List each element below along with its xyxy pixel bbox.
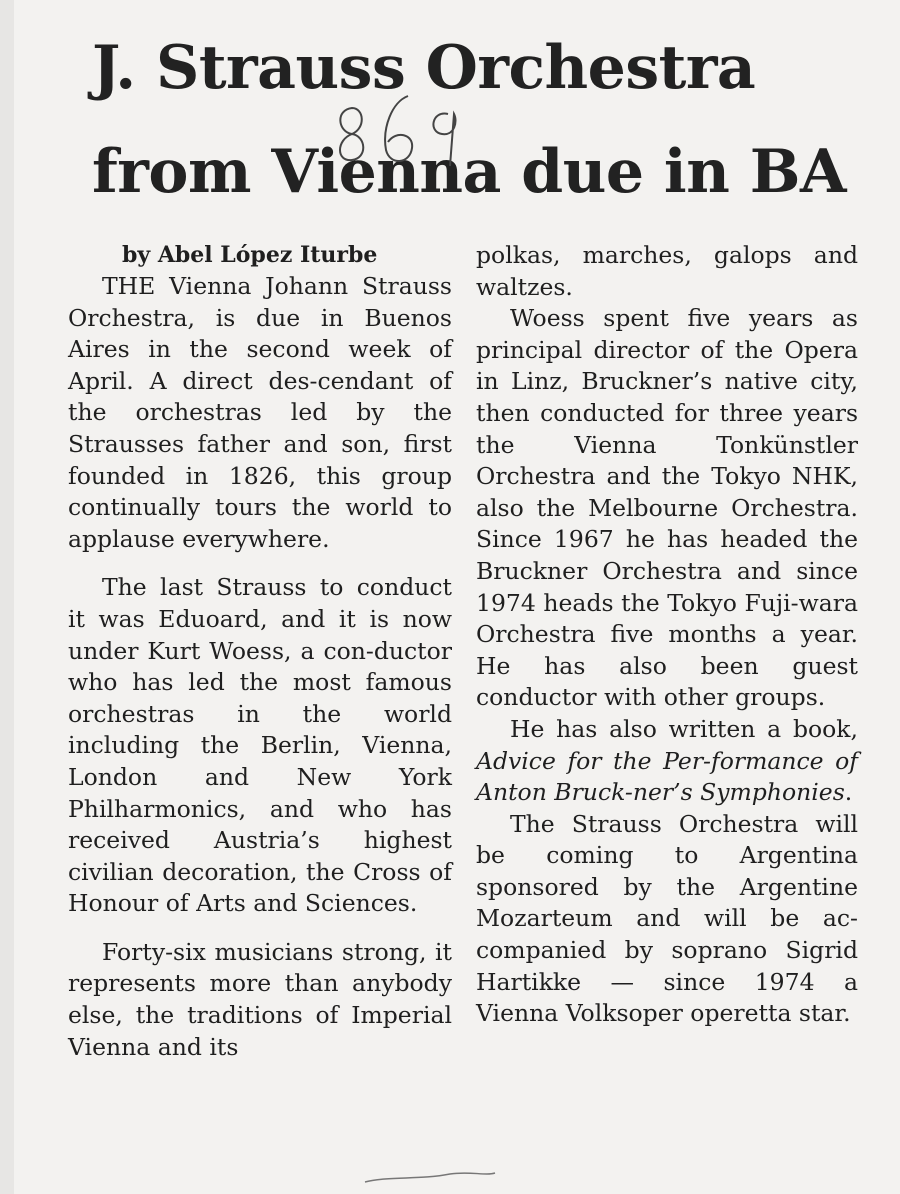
headline-line-1: J. Strauss Orchestra	[92, 33, 756, 103]
paragraph-text: .	[844, 778, 853, 807]
paragraph-book-mention	[476, 714, 858, 809]
headline-line-2: from Vienna due in BA	[92, 137, 847, 207]
paragraph-text: He has also written a book,	[510, 714, 858, 743]
paragraph: polkas, marches, galops and waltzes.	[476, 241, 858, 301]
article-right-column	[476, 240, 858, 1030]
paragraph: THE Vienna Johann Strauss Orchestra, is due in Buenos Aires in the second week of April. A direct des-cendant of the orchestras led by the Strausses father and son, first founded in 1826, this group continually tours the world to applause everywhere.	[68, 272, 452, 553]
paper-edge-shadow	[0, 0, 14, 1194]
byline: by Abel López Iturbe	[122, 242, 378, 268]
paragraph: Forty-six musicians strong, it represents more than anybody else, the traditions of Imperial Vienna and its	[68, 937, 452, 1061]
paragraph: Woess spent five years as principal director of the Opera in Linz, Bruckner’s native city, then conducted for three years the Vienna Tonkünstler Orchestra and the Tokyo NHK, also the Melbourne Orchestra. Since 1967 he has headed the Bruckner Orchestra and since 1974 heads the Tokyo Fuji-wara Orchestra five months a year. He has also been guest conductor with other groups.	[476, 304, 858, 712]
paragraph: The last Strauss to conduct it was Eduoard, and it is now under Kurt Woess, a con-ductor who has led the most famous orchestras in the world including the Berlin, Vienna, London and New York Philharmonics, and who has received Austria’s highest civilian decoration, the Cross of Honour of Arts and Sciences.	[68, 573, 452, 918]
paragraph: The Strauss Orchestra will be coming to Argentina sponsored by the Argentine Mozarteum and will be ac-companied by soprano Sigrid Hartikke — since 1974 a Vienna Volksoper operetta star.	[476, 809, 858, 1028]
article-left-column	[68, 240, 452, 1063]
book-title: Advice for the Per-formance of Anton Bruck-ner’s Symphonies	[476, 746, 858, 807]
pencil-mark	[360, 1168, 500, 1188]
